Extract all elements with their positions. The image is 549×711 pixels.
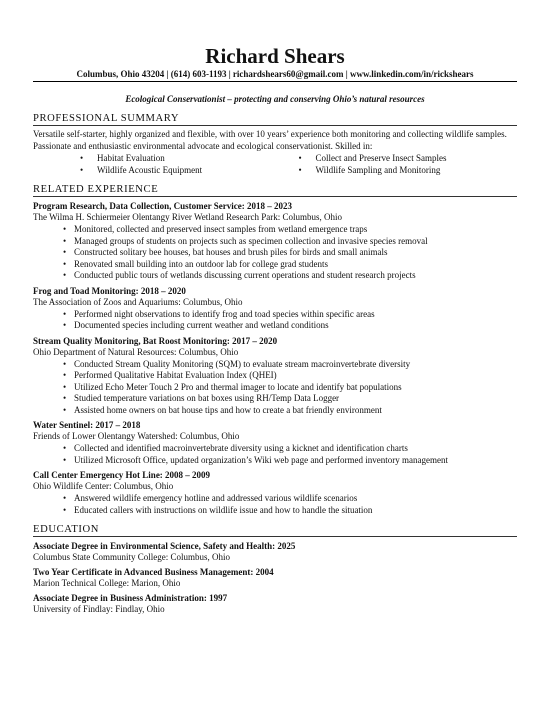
job-org: Friends of Lower Olentangy Watershed: Columbus, Ohio [33, 431, 240, 441]
summary-heading: PROFESSIONAL SUMMARY [33, 113, 180, 124]
job-title: Call Center Emergency Hot Line: 2008 – 2009 [33, 470, 211, 480]
job-bullet: • Answered wildlife emergency hotline and addressed various wildlife scenarios [63, 493, 517, 505]
job-org: Ohio Department of Natural Resources: Columbus, Ohio [33, 346, 239, 357]
job-bullet: • Monitored, collected and preserved insect samples from wetland emergence traps [63, 224, 517, 236]
degree-title: Associate Degree in Environmental Science, Safety and Health: 2025 [33, 541, 296, 551]
skill-item: • Collect and Preserve Insect Samples [299, 153, 518, 165]
skill-item: • Wildlife Acoustic Equipment [80, 165, 299, 177]
skill-item: • Habitat Evaluation [80, 153, 299, 165]
education-entry [33, 541, 517, 563]
tagline: Ecological Conservationist – protecting and conserving Ohio’s natural resources [125, 94, 425, 104]
job-bullet: • Assisted home owners on bat house tips and how to create a bat friendly environment [63, 405, 517, 417]
education-entry [33, 567, 517, 589]
job-entry [33, 336, 517, 417]
school-name: Columbus State Community College: Columbus, Ohio [33, 552, 231, 562]
job-bullets [33, 443, 517, 466]
job-title: Water Sentinel: 2017 – 2018 [33, 420, 141, 430]
job-bullet: • Studied temperature variations on bat boxes using RH/Temp Data Logger [63, 393, 517, 405]
experience-heading: RELATED EXPERIENCE [33, 184, 159, 195]
school-name: University of Findlay: Findlay, Ohio [33, 604, 165, 614]
education-entry [33, 593, 517, 615]
job-bullet: • Utilized Microsoft Office, updated organization’s Wiki web page and performed inventory management [63, 455, 517, 467]
summary-text: Versatile self-starter, highly organized and flexible, with over 10 years’ experience both monitoring and collecting wildlife samples. Passionate and enthusiastic environmental advocate and ecological conservationist. Skilled in: [33, 129, 507, 151]
job-bullets [33, 224, 517, 282]
job-title: Program Research, Data Collection, Customer Service: 2018 – 2023 [33, 201, 292, 211]
job-bullets [33, 309, 517, 332]
job-bullets [33, 493, 517, 516]
job-entry [33, 286, 517, 332]
job-bullet: • Performed night observations to identify frog and toad species within specific areas [63, 309, 517, 321]
job-bullet: • Conducted Stream Quality Monitoring (SQM) to evaluate stream macroinvertebrate diversity [63, 359, 517, 371]
job-title: Frog and Toad Monitoring: 2018 – 2020 [33, 285, 186, 296]
job-bullet: • Managed groups of students on projects such as specimen collection and invasive species removal [63, 236, 517, 248]
job-bullets [33, 359, 517, 417]
job-bullet: • Renovated small building into an outdoor lab for college grad students [63, 259, 517, 271]
job-bullet: • Documented species including current weather and wetland conditions [63, 320, 517, 332]
job-bullet: • Collected and identified macroinvertebrate diversity using a kicknet and identification charts [63, 443, 517, 455]
job-org: Ohio Wildlife Center: Columbus, Ohio [33, 481, 174, 491]
experience-rule [33, 196, 517, 197]
job-entry [33, 201, 517, 282]
skills-list [33, 153, 517, 176]
job-bullet: • Conducted public tours of wetlands discussing current operations and student research projects [63, 270, 517, 282]
job-org: The Wilma H. Schiermeier Olentangy River Wetland Research Park: Columbus, Ohio [33, 212, 343, 222]
education-rule [33, 536, 517, 537]
job-bullet: • Performed Qualitative Habitat Evaluation Index (QHEI) [63, 370, 517, 382]
contact-line: Columbus, Ohio 43204 | (614) 603-1193 | richardshears60@gmail.com | www.linkedin.com/in/rickshears [76, 69, 474, 79]
skill-item: • Wildlife Sampling and Monitoring [299, 165, 518, 177]
job-bullet: • Utilized Echo Meter Touch 2 Pro and thermal imager to locate and identify bat populations [63, 382, 517, 394]
school-name: Marion Technical College: Marion, Ohio [33, 578, 181, 588]
job-bullet: • Educated callers with instructions on wildlife issue and how to handle the situation [63, 505, 517, 517]
job-bullet: • Constructed solitary bee houses, bat houses and brush piles for birds and small animals [63, 247, 517, 259]
job-title: Stream Quality Monitoring, Bat Roost Monitoring: 2017 – 2020 [33, 335, 278, 346]
job-entry [33, 420, 517, 466]
degree-title: Associate Degree in Business Administration: 1997 [33, 593, 228, 603]
candidate-name: Richard Shears [205, 44, 345, 68]
header-rule [33, 81, 517, 82]
summary-rule [33, 125, 517, 126]
job-org: The Association of Zoos and Aquariums: Columbus, Ohio [33, 296, 243, 307]
job-entry [33, 470, 517, 516]
degree-title: Two Year Certificate in Advanced Business Management: 2004 [33, 567, 274, 577]
education-heading: EDUCATION [33, 524, 100, 535]
